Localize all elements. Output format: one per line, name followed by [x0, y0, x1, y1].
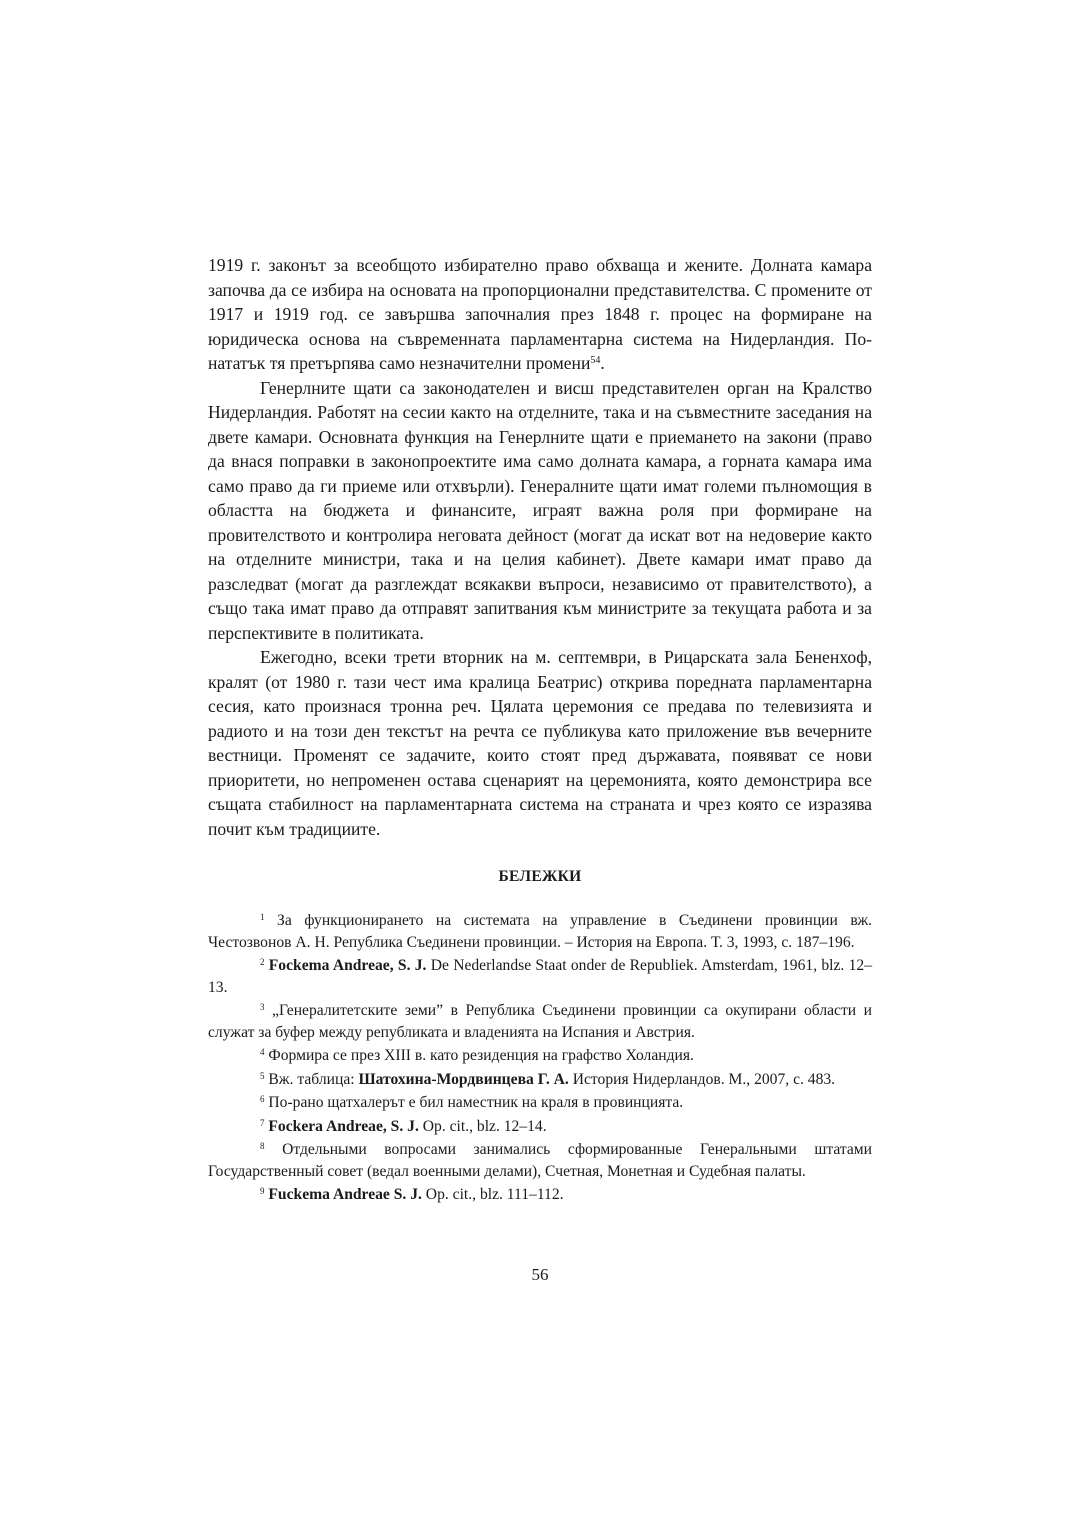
footnotes [208, 910, 872, 1208]
footnote-8: $^8$ Отдельными вопросами занимались сформированные Генеральными штатами Государственный совет (ведал военными делами), Счетная, Монетная и Судебная палаты. [208, 1141, 872, 1180]
notes-heading: БЕЛЕЖКИ [498, 868, 582, 885]
footnote-1: $^1$ За функционирането на системата на управление в Съединени провинции вж. Честозвонов А. Н. Република Съединени провинции. – История на Европа. Т. 3, 1993, с. 187–196. [208, 912, 872, 951]
main-text [208, 253, 872, 841]
page-number: 56 [531, 1265, 549, 1284]
footnote-6: $^6$ По-рано щатхалерът е бил наместник на краля в провинцията. [260, 1094, 684, 1111]
footnote-3: $^3$ „Генералитетските земи” в Република Съединени провинции са окупирани области и служат за буфер между републиката и владенията на Испания и Австрия. [208, 1002, 872, 1041]
footnote-ref-54[interactable]: 54 [590, 355, 601, 366]
paragraph-3: Ежегодно, всеки трети вторник на м. септември, в Рицарската зала Бененхоф, кралят (от 1980 г. тази чест има кралица Беатрис) открива поредната парламентарна сесия, като произнася тронна реч. Цялата церемония се предава по телевизията и радиото и на този ден текстът на речта се публикува като приложение във вечерните вестници. Променят се задачите, които стоят пред държавата, появяват се нови приоритети, но непроменен остава сценарият на церемонията, която демонстрира все същата стабилност на парламентарната система на страната и чрез която се изразява почит към традициите. [208, 647, 872, 839]
footnote-2: $^2$ Fockema Andreae, S. J. De Nederlandse Staat onder de Republiek. Amsterdam, 1961, blz. 12–13. [208, 957, 872, 996]
footnote-7: $^7$ Fockеra Andreae, S. J. Op. cit., blz. 12–14. [260, 1117, 547, 1135]
footnote-5: $^5$ Вж. таблица: Шатохина-Мордвинцева Г. А. История Нидерландов. М., 2007, с. 483. [260, 1070, 836, 1088]
paragraph-2: Генерлните щати са законодателен и висш представителен орган на Кралство Нидерландия. Работят на сесии както на отделните, така и на съвместните заседания на двете камари. Основната функция на Генерлните щати е приемането на закони (право да внася поправки в законопроектите има само долната камара, а горната камара има само право да ги приеме или отхвърли). Генералните щати имат големи пълномощия в областта на бюджета и финансите, играят важна роля при формиране на провителството и контролира неговата дейност (могат да искат вот на недоверие както на отделните министри, така и на целия кабинет). Двете камари имат право да разследват (могат да разглеждат всякакви въпроси, независимо от правителството), а също така имат право да отправят запитвания към министрите за текущата работа и за перспективите в политиката. [208, 377, 872, 643]
paragraph-1: 1919 г. законът за всеобщото избирателно право обхваща и жените. Долната камара започва да се избира на основата на пропорционални представителства. С промените от 1917 и 1919 год. се завършва започналия през 1848 г. процес на формиране на юридическа основа на съвременната парламентарна система на Нидерландия. По-нататък тя претърпява само незначителни промени$^{54}$. [208, 255, 872, 373]
footnote-9: $^9$ Fuckema Andreae S. J. Op. cit., blz. 111–112. [260, 1186, 564, 1203]
footnote-4: $^4$ Формира се през XIII в. като резиденция на графство Холандия. [260, 1047, 694, 1064]
